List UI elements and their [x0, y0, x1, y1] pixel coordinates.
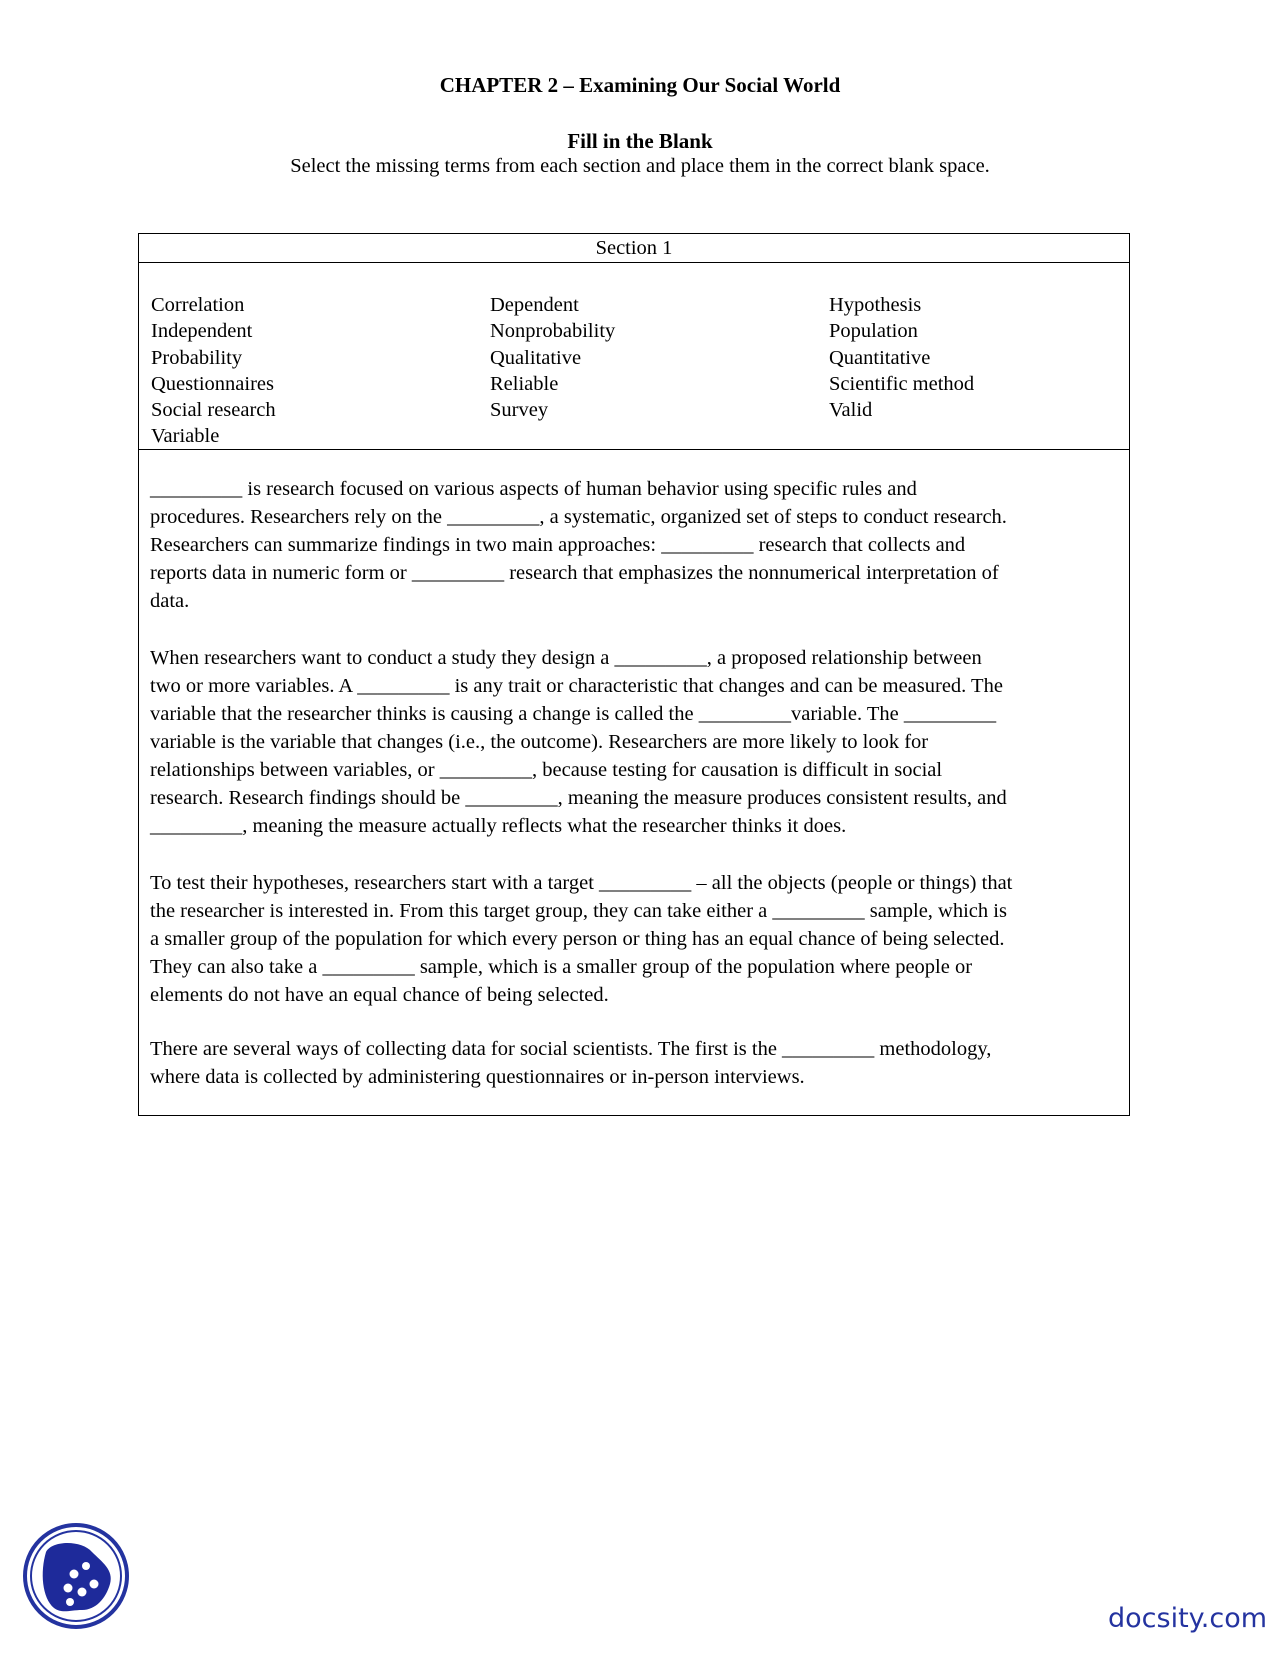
- term: Questionnaires: [151, 372, 274, 395]
- text-line: There are several ways of collecting data for social scientists. The first is the _________ methodology,: [150, 1038, 992, 1060]
- term: Social research: [151, 399, 276, 422]
- paragraph-1: [150, 475, 1122, 615]
- text-line: data.: [150, 590, 190, 612]
- text-line: relationships between variables, or _________, because testing for causation is difficult in social: [150, 759, 943, 781]
- section-label: Section 1: [139, 234, 1129, 263]
- term: Hypothesis: [829, 294, 922, 316]
- term: Variable: [151, 425, 220, 448]
- term: Dependent: [490, 294, 579, 316]
- text-line: the researcher is interested in. From this target group, they can take either a _________ sample, which is: [150, 900, 1007, 922]
- term: Reliable: [490, 372, 559, 395]
- paragraph-3: [150, 869, 1122, 1009]
- text-line: _________ is research focused on various aspects of human behavior using specific rules and: [150, 478, 917, 500]
- term: Correlation: [151, 294, 245, 316]
- text-line: a smaller group of the population for which every person or thing has an equal chance of being selected.: [150, 928, 1005, 950]
- text-line: variable is the variable that changes (i.e., the outcome). Researchers are more likely to look for: [150, 731, 929, 753]
- brand-link[interactable]: docsity.com: [1108, 1603, 1268, 1634]
- term: Independent: [151, 320, 253, 343]
- text-line: _________, meaning the measure actually reflects what the researcher thinks it does.: [150, 815, 847, 837]
- text-line: procedures. Researchers rely on the _________, a systematic, organized set of steps to conduct research.: [150, 506, 1007, 528]
- text-line: Researchers can summarize findings in two main approaches: _________ research that collects and: [150, 534, 966, 556]
- text-line: They can also take a _________ sample, which is a smaller group of the population where people or: [150, 956, 973, 978]
- docsity-logo-icon[interactable]: [22, 1522, 130, 1630]
- text-line: When researchers want to conduct a study they design a _________, a proposed relationship between: [150, 647, 982, 669]
- term: Scientific method: [829, 372, 975, 395]
- text-line: two or more variables. A _________ is any trait or characteristic that changes and can be measured. The: [150, 675, 1003, 697]
- text-line: variable that the researcher thinks is causing a change is called the _________variable. The _________: [150, 703, 997, 725]
- paragraph-2: [150, 644, 1122, 840]
- term: Valid: [829, 399, 873, 422]
- text-line: reports data in numeric form or _________ research that emphasizes the nonnumerical interpretation of: [150, 562, 999, 584]
- term: Survey: [490, 399, 549, 422]
- page-title: CHAPTER 2 – Examining Our Social World: [439, 73, 841, 97]
- text-line: where data is collected by administering questionnaires or in-person interviews.: [150, 1066, 805, 1088]
- paragraph-4: [150, 1035, 1122, 1091]
- instructions: Select the missing terms from each section and place them in the correct blank space.: [290, 155, 990, 177]
- exercise-heading: Fill in the Blank: [567, 129, 713, 153]
- passage-area: [138, 233, 1130, 1116]
- text-line: research. Research findings should be _________, meaning the measure produces consistent results, and: [150, 787, 1007, 809]
- text-line: elements do not have an equal chance of being selected.: [150, 984, 609, 1006]
- term: Qualitative: [490, 346, 582, 369]
- term: Population: [829, 320, 918, 343]
- term: Quantitative: [829, 346, 931, 369]
- term: Probability: [151, 346, 243, 369]
- term: Nonprobability: [490, 320, 616, 343]
- text-line: To test their hypotheses, researchers start with a target _________ – all the objects (people or things) that: [150, 872, 1013, 894]
